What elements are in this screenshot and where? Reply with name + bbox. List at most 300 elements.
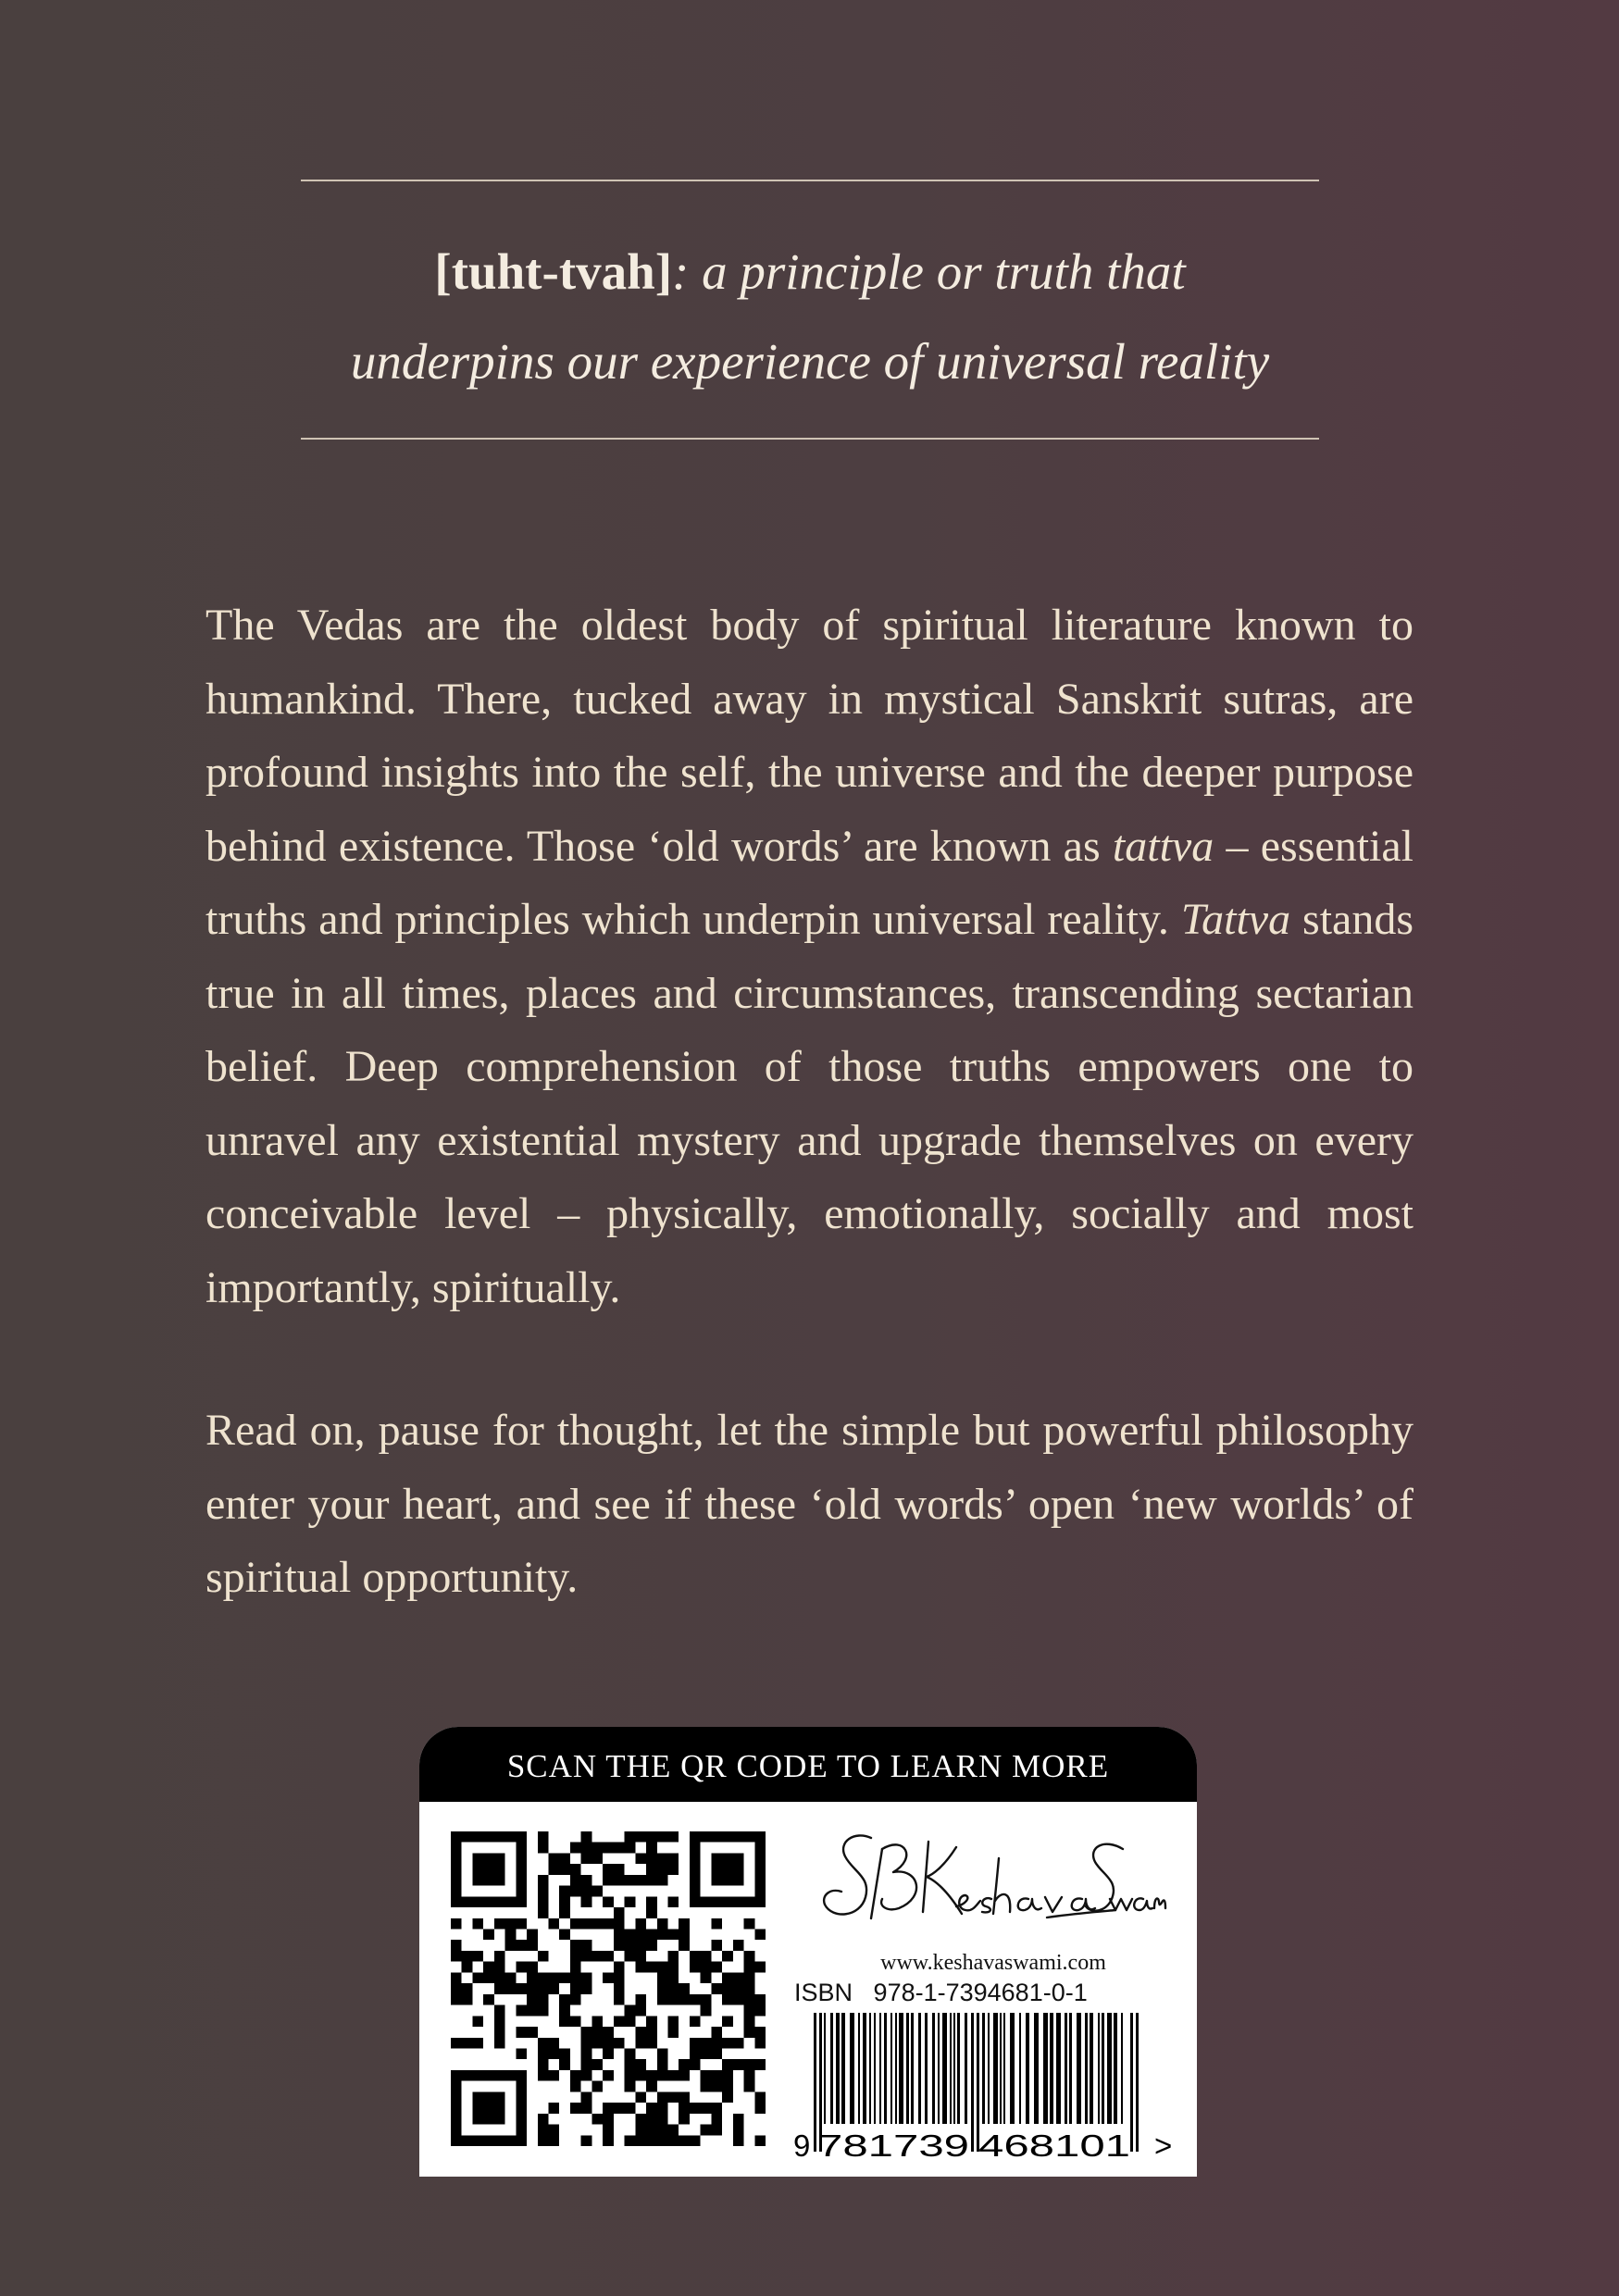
barcode-bar (1050, 2013, 1053, 2124)
qr-module (538, 1875, 549, 1886)
qr-module (451, 1831, 462, 1843)
qr-module (603, 2070, 614, 2081)
qr-module (744, 1896, 755, 1907)
qr-module (462, 1831, 473, 1843)
qr-module (581, 1972, 592, 1983)
qr-module (754, 1864, 766, 1875)
barcode-bar (836, 2013, 840, 2124)
barcode-bar (824, 2013, 826, 2124)
qr-module (516, 1940, 527, 1951)
qr-module (635, 2125, 646, 2136)
qr-module (570, 1886, 581, 1897)
qr-module (635, 1831, 646, 1843)
qr-module (646, 1907, 657, 1918)
qr-module (744, 2059, 755, 2070)
qr-module (451, 1843, 462, 1854)
qr-module (462, 1951, 473, 1962)
barcode-digits-group-1: 781739 (817, 2128, 969, 2161)
qr-module (754, 1886, 766, 1897)
qr-module (472, 1896, 483, 1907)
qr-module (614, 2103, 625, 2114)
qr-module (581, 1983, 592, 1994)
qr-module (494, 1853, 505, 1864)
qr-module (494, 2103, 505, 2114)
qr-module (733, 1983, 744, 1994)
qr-module (657, 2059, 668, 2070)
qr-module (657, 1831, 668, 1843)
qr-module (744, 2027, 755, 2038)
qr-module (570, 2103, 581, 2114)
qr-module (505, 1831, 517, 1843)
qr-module (711, 2070, 722, 2081)
qr-module (538, 1896, 549, 1907)
qr-module (603, 2114, 614, 2125)
barcode-bar (1121, 2013, 1123, 2124)
qr-module (570, 1940, 581, 1951)
qr-module (549, 1918, 560, 1930)
qr-module (635, 2135, 646, 2146)
qr-module (592, 2059, 603, 2070)
qr-module (516, 1896, 527, 1907)
barcode-bar (911, 2013, 914, 2124)
qr-module (744, 1972, 755, 1983)
qr-module (733, 1940, 744, 1951)
qr-module (722, 1983, 733, 1994)
qr-module (690, 1951, 701, 1962)
barcode-bar (932, 2013, 935, 2124)
qr-module (679, 2135, 690, 2146)
blurb-paragraph-1 (205, 589, 1414, 1324)
qr-module (505, 1940, 517, 1951)
website-url[interactable]: www.keshavaswami.com (880, 1951, 1106, 1975)
paragraph-1-italic-tattva: tattva (1112, 821, 1214, 871)
qr-module (625, 1951, 636, 1962)
qr-module (451, 1864, 462, 1875)
qr-module (701, 2005, 712, 2017)
qr-module (559, 2016, 570, 2027)
qr-module (646, 1962, 657, 1973)
qr-module (711, 2027, 722, 2038)
qr-module (625, 1843, 636, 1854)
qr-module (635, 2059, 646, 2070)
qr-module (646, 1896, 657, 1907)
qr-module (646, 1831, 657, 1843)
qr-module (625, 2103, 636, 2114)
qr-module (538, 1994, 549, 2005)
isbn-line (794, 1979, 1088, 2007)
qr-module (581, 2103, 592, 2114)
qr-module (701, 1831, 712, 1843)
qr-module (581, 1940, 592, 1951)
qr-module (625, 2016, 636, 2027)
qr-module (581, 1918, 592, 1930)
qr-module (711, 1940, 722, 1951)
qr-module (625, 2070, 636, 2081)
qr-module (733, 1875, 744, 1886)
qr-module (701, 1994, 712, 2005)
qr-module (657, 1864, 668, 1875)
barcode-bar (884, 2013, 887, 2124)
qr-module (722, 1896, 733, 1907)
qr-module (701, 1951, 712, 1962)
qr-module (614, 1864, 625, 1875)
qr-module (472, 1918, 483, 1930)
qr-module (657, 2125, 668, 2136)
qr-module (646, 1864, 657, 1875)
qr-module (657, 2091, 668, 2103)
qr-module (494, 1896, 505, 1907)
qr-module (635, 1951, 646, 1962)
qr-module (657, 1853, 668, 1864)
qr-module (679, 2103, 690, 2114)
qr-module (614, 1972, 625, 1983)
qr-module (483, 1962, 494, 1973)
qr-module (527, 1962, 538, 1973)
qr-module (494, 1983, 505, 1994)
qr-module (635, 1930, 646, 1941)
qr-module (472, 1864, 483, 1875)
qr-module (527, 1930, 538, 1941)
qr-module (581, 1853, 592, 1864)
qr-module (646, 2103, 657, 2114)
qr-module (516, 2070, 527, 2081)
qr-module (559, 1907, 570, 1918)
qr-module (711, 1983, 722, 1994)
barcode-bar (1130, 2013, 1133, 2152)
qr-module (494, 1831, 505, 1843)
qr-module (690, 1875, 701, 1886)
qr-module (657, 1918, 668, 1930)
qr-module (603, 1875, 614, 1886)
qr-module (494, 2027, 505, 2038)
qr-module (690, 1843, 701, 1854)
qr-module (603, 2135, 614, 2146)
qr-module (516, 1875, 527, 1886)
definition-meaning-1: a principle or truth that (702, 243, 1186, 300)
qr-module (451, 2091, 462, 2103)
qr-module (603, 1843, 614, 1854)
qr-module (581, 2038, 592, 2049)
qr-module (679, 1983, 690, 1994)
qr-module (570, 2081, 581, 2092)
qr-module (635, 2027, 646, 2038)
qr-module (451, 2135, 462, 2146)
qr-module (646, 2081, 657, 2092)
barcode-bar (988, 2013, 990, 2124)
barcode-bar (918, 2013, 921, 2124)
qr-module (592, 1918, 603, 1930)
qr-module (603, 2048, 614, 2059)
qr-module (516, 2081, 527, 2092)
qr-module (538, 2059, 549, 2070)
qr-module (701, 2103, 712, 2114)
qr-module (451, 1972, 462, 1983)
qr-module (581, 2091, 592, 2103)
qr-module (733, 1994, 744, 2005)
qr-module (527, 2027, 538, 2038)
qr-module (451, 2114, 462, 2125)
qr-module (472, 2135, 483, 2146)
isbn-label: ISBN (794, 1979, 853, 2006)
qr-module (494, 1972, 505, 1983)
barcode-bar (1069, 2013, 1072, 2124)
qr-module (690, 2135, 701, 2146)
qr-module (527, 1983, 538, 1994)
qr-module (494, 1918, 505, 1930)
qr-module (711, 2103, 722, 2114)
qr-module (472, 2103, 483, 2114)
top-divider (301, 180, 1319, 181)
qr-module (614, 1918, 625, 1930)
qr-module (581, 1831, 592, 1843)
qr-module (603, 2038, 614, 2049)
qr-module (559, 1994, 570, 2005)
qr-module (690, 2103, 701, 2114)
qr-module (744, 2005, 755, 2017)
qr-module (646, 2070, 657, 2081)
qr-module (625, 2135, 636, 2146)
qr-module (603, 2027, 614, 2038)
qr-module (667, 2070, 679, 2081)
barcode-bar (830, 2013, 833, 2124)
qr-module (679, 2059, 690, 2070)
qr-module (744, 1951, 755, 1962)
qr-module (483, 1930, 494, 1941)
qr-module (679, 2070, 690, 2081)
qr-module (614, 1983, 625, 1994)
qr-module (635, 2005, 646, 2017)
qr-module (667, 1831, 679, 1843)
qr-module (625, 2048, 636, 2059)
qr-module (667, 2027, 679, 2038)
qr-module (483, 2135, 494, 2146)
qr-module (635, 2038, 646, 2049)
qr-module (690, 1864, 701, 1875)
qr-module (711, 1853, 722, 1864)
qr-module (570, 1951, 581, 1962)
qr-module (559, 1864, 570, 1875)
qr-module (472, 1831, 483, 1843)
qr-module (754, 2103, 766, 2114)
qr-module (603, 1896, 614, 1907)
qr-module (754, 1875, 766, 1886)
qr-module (667, 2091, 679, 2103)
barcode-bar (1090, 2013, 1093, 2124)
qr-module (711, 1918, 722, 1930)
qr-module (733, 2038, 744, 2049)
qr-module (722, 1951, 733, 1962)
qr-module (657, 1962, 668, 1973)
qr-module (646, 2135, 657, 2146)
qr-module (711, 2114, 722, 2125)
qr-module (570, 1843, 581, 1854)
qr-module (494, 1951, 505, 1962)
qr-module (462, 1896, 473, 1907)
author-signature (817, 1821, 1169, 1932)
qr-module (614, 1907, 625, 1918)
qr-module (744, 2070, 755, 2081)
qr-module (516, 1886, 527, 1897)
qr-module (516, 1918, 527, 1930)
qr-module (538, 2048, 549, 2059)
qr-module (667, 1864, 679, 1875)
qr-module (570, 2070, 581, 2081)
qr-module (581, 1843, 592, 1854)
qr-module (581, 2027, 592, 2038)
qr-module (516, 1962, 527, 1973)
qr-header: SCAN THE QR CODE TO LEARN MORE (419, 1727, 1197, 1802)
qr-module (472, 2016, 483, 2027)
qr-module (549, 2038, 560, 2049)
qr-module (754, 1853, 766, 1864)
qr-module (722, 1875, 733, 1886)
barcode-bar (1102, 2013, 1104, 2124)
qr-module (679, 2091, 690, 2103)
qr-module (625, 1930, 636, 1941)
qr-module (483, 2091, 494, 2103)
barcode-bar (879, 2013, 881, 2124)
qr-module (754, 1896, 766, 1907)
qr-module (451, 2038, 462, 2049)
qr-module (667, 1896, 679, 1907)
qr-module (754, 1843, 766, 1854)
barcode-bar (858, 2013, 860, 2124)
qr-module (657, 1875, 668, 1886)
qr-module (690, 1831, 701, 1843)
qr-module (690, 2059, 701, 2070)
qr-module (754, 2091, 766, 2103)
qr-module (451, 1994, 462, 2005)
qr-module (646, 1940, 657, 1951)
qr-module (451, 2125, 462, 2136)
qr-module (559, 1896, 570, 1907)
qr-module (505, 1930, 517, 1941)
barcode-bar (971, 2013, 974, 2152)
qr-module (581, 2070, 592, 2081)
qr-module (527, 2005, 538, 2017)
qr-module (592, 1886, 603, 1897)
qr-module (754, 2027, 766, 2038)
qr-module (472, 1875, 483, 1886)
qr-module (527, 1972, 538, 1983)
qr-module (701, 1896, 712, 1907)
qr-module (516, 2027, 527, 2038)
barcode-bar (1003, 2013, 1005, 2124)
qr-module (581, 2059, 592, 2070)
barcode-digit-tail: > (1154, 2128, 1173, 2161)
qr-module (625, 1940, 636, 1951)
qr-module (667, 1972, 679, 1983)
qr-module (483, 1972, 494, 1983)
qr-module (581, 1951, 592, 1962)
qr-module (657, 1994, 668, 2005)
qr-module (483, 1875, 494, 1886)
qr-module (667, 2135, 679, 2146)
qr-module (462, 1983, 473, 1994)
qr-module (711, 1875, 722, 1886)
qr-module (516, 2091, 527, 2103)
qr-module (744, 2081, 755, 2092)
qr-module (754, 2038, 766, 2049)
barcode-digit-lead: 9 (793, 2128, 811, 2161)
qr-module (635, 1962, 646, 1973)
qr-module (494, 2091, 505, 2103)
qr-module (722, 1853, 733, 1864)
qr-module (614, 2038, 625, 2049)
qr-module (451, 1886, 462, 1897)
barcode-bar (899, 2013, 903, 2124)
qr-module (744, 1918, 755, 1930)
qr-module (667, 1930, 679, 1941)
qr-module (472, 1951, 483, 1962)
qr-module (570, 1962, 581, 1973)
qr-module (625, 1831, 636, 1843)
qr-module (538, 1907, 549, 1918)
qr-module (570, 2016, 581, 2027)
qr-module (538, 1951, 549, 1962)
barcode-bar (965, 2013, 967, 2124)
qr-module (570, 1983, 581, 1994)
qr-module (581, 1886, 592, 1897)
qr-module (549, 1972, 560, 1983)
qr-module (462, 2038, 473, 2049)
qr-module (472, 1972, 483, 1983)
qr-module (701, 2081, 712, 2092)
qr-module (538, 1983, 549, 1994)
qr-module (744, 1994, 755, 2005)
qr-module (646, 1853, 657, 1864)
barcode-bar (1000, 2013, 1002, 2124)
qr-module (592, 2016, 603, 2027)
qr-module (570, 1918, 581, 1930)
qr-module (483, 2103, 494, 2114)
qr-module (722, 2070, 733, 2081)
qr-module (559, 2005, 570, 2017)
qr-module (744, 1831, 755, 1843)
barcode-bar (993, 2013, 998, 2124)
qr-module (592, 2114, 603, 2125)
barcode-bar (1056, 2013, 1061, 2124)
barcode-bar (1098, 2013, 1100, 2124)
qr-module (690, 2016, 701, 2027)
qr-module (733, 2114, 744, 2125)
qr-module (711, 2038, 722, 2049)
qr-module (711, 1831, 722, 1843)
qr-module (690, 1853, 701, 1864)
barcode-bar (950, 2013, 952, 2124)
qr-module (559, 2048, 570, 2059)
qr-code[interactable] (451, 1831, 766, 2146)
qr-module (722, 1994, 733, 2005)
qr-module (701, 2125, 712, 2136)
qr-module (538, 2125, 549, 2136)
qr-module (701, 2070, 712, 2081)
qr-module (625, 2005, 636, 2017)
barcode-bar (1065, 2013, 1067, 2124)
paragraph-1-text-a: The Vedas are the oldest body of spiritual literature known to humankind. There, tucked away in mystical Sanskrit sutras, are profound insights into the self, the universe and the deeper purpose behind existence. Those ‘old words’ are known as (205, 601, 1414, 871)
qr-module (538, 2135, 549, 2146)
qr-module (744, 1962, 755, 1973)
qr-module (538, 1831, 549, 1843)
qr-module (451, 1951, 462, 1962)
qr-module (711, 1896, 722, 1907)
qr-module (733, 2059, 744, 2070)
qr-module (570, 1994, 581, 2005)
qr-module (472, 2070, 483, 2081)
definition-separator: : (672, 243, 690, 300)
qr-module (614, 1940, 625, 1951)
qr-module (635, 2114, 646, 2125)
